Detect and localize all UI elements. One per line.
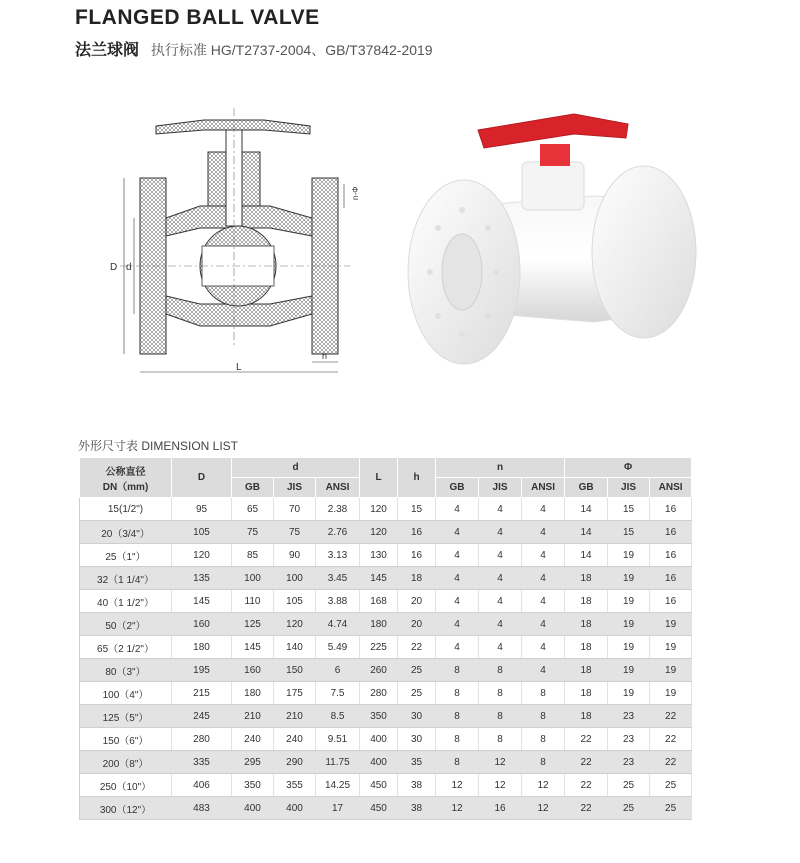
table-cell: 25 <box>608 774 650 797</box>
table-cell: 8.5 <box>316 705 360 728</box>
page-title: FLANGED BALL VALVE <box>75 6 320 29</box>
table-cell: 160 <box>232 659 274 682</box>
table-cell: 16 <box>650 544 692 567</box>
label-D: D <box>110 262 118 273</box>
stem-photo <box>522 162 584 210</box>
table-cell: 8 <box>522 705 565 728</box>
red-handle <box>478 114 628 148</box>
right-flange-photo <box>592 166 696 338</box>
table-cell: 4 <box>479 590 522 613</box>
table-cell: 8 <box>479 728 522 751</box>
table-cell: 4 <box>436 613 479 636</box>
table-cell: 15 <box>608 498 650 521</box>
table-row <box>80 567 692 590</box>
table-cell: 180 <box>172 636 232 659</box>
table-cell: 22 <box>650 728 692 751</box>
table-row <box>80 590 692 613</box>
table-cell: 19 <box>608 567 650 590</box>
standard-text: 执行标准 HG/T2737-2004、GB/T37842-2019 <box>150 42 433 58</box>
table-cell: 19 <box>650 636 692 659</box>
table-cell: 120 <box>360 521 398 544</box>
table-cell: 100（4"） <box>80 682 172 705</box>
label-h: h <box>322 351 328 361</box>
header-n: n <box>436 458 565 478</box>
table-cell: 140 <box>274 636 316 659</box>
header-phi-ansi: ANSI <box>650 478 692 498</box>
header-d-gb: GB <box>232 478 274 498</box>
table-cell: 400 <box>274 797 316 820</box>
table-cell: 4 <box>479 636 522 659</box>
table-row <box>80 613 692 636</box>
table-cell: 400 <box>232 797 274 820</box>
table-cell: 19 <box>608 544 650 567</box>
table-cell: 18 <box>565 567 608 590</box>
table-cell: 2.76 <box>316 521 360 544</box>
table-cell: 12 <box>522 774 565 797</box>
table-cell: 16 <box>650 521 692 544</box>
table-cell: 17 <box>316 797 360 820</box>
table-cell: 85 <box>232 544 274 567</box>
table-cell: 145 <box>360 567 398 590</box>
table-cell: 4 <box>522 521 565 544</box>
table-cell: 2.38 <box>316 498 360 521</box>
table-cell: 175 <box>274 682 316 705</box>
table-cell: 11.75 <box>316 751 360 774</box>
table-cell: 19 <box>608 613 650 636</box>
table-cell: 25 <box>608 797 650 820</box>
table-cell: 19 <box>608 659 650 682</box>
table-cell: 260 <box>360 659 398 682</box>
header-dn-en: DN（mm) <box>102 481 149 493</box>
table-cell: 20 <box>398 613 436 636</box>
dimension-list-caption: 外形尺寸表 DIMENSION LIST <box>78 439 239 453</box>
table-cell: 19 <box>650 682 692 705</box>
header-n-ansi: ANSI <box>522 478 565 498</box>
table-cell: 4 <box>522 590 565 613</box>
table-cell: 14 <box>565 498 608 521</box>
table-cell: 3.45 <box>316 567 360 590</box>
table-cell: 16 <box>650 567 692 590</box>
table-cell: 18 <box>398 567 436 590</box>
table-cell: 4 <box>436 590 479 613</box>
table-cell: 406 <box>172 774 232 797</box>
table-cell: 8 <box>479 682 522 705</box>
table-cell: 23 <box>608 728 650 751</box>
table-cell: 210 <box>274 705 316 728</box>
table-cell: 3.13 <box>316 544 360 567</box>
table-cell: 130 <box>360 544 398 567</box>
table-cell: 150 <box>274 659 316 682</box>
table-cell: 15(1/2") <box>80 498 172 521</box>
table-cell: 15 <box>398 498 436 521</box>
table-cell: 8 <box>436 728 479 751</box>
dimension-table <box>79 457 692 820</box>
table-cell: 400 <box>360 751 398 774</box>
table-cell: 135 <box>172 567 232 590</box>
table-cell: 245 <box>172 705 232 728</box>
table-cell: 25 <box>398 682 436 705</box>
table-cell: 350 <box>360 705 398 728</box>
table-cell: 14 <box>565 521 608 544</box>
table-cell: 4 <box>522 498 565 521</box>
table-cell: 23 <box>608 705 650 728</box>
table-cell: 19 <box>608 590 650 613</box>
table-cell: 4 <box>436 521 479 544</box>
header-phi: Φ <box>565 458 692 478</box>
table-cell: 8 <box>436 705 479 728</box>
table-cell: 110 <box>232 590 274 613</box>
table-cell: 18 <box>565 659 608 682</box>
table-cell: 38 <box>398 797 436 820</box>
table-cell: 4.74 <box>316 613 360 636</box>
table-cell: 4 <box>522 636 565 659</box>
table-cell: 18 <box>565 590 608 613</box>
table-cell: 7.5 <box>316 682 360 705</box>
table-cell: 95 <box>172 498 232 521</box>
table-cell: 240 <box>232 728 274 751</box>
table-cell: 12 <box>522 797 565 820</box>
table-cell: 9.51 <box>316 728 360 751</box>
table-cell: 450 <box>360 774 398 797</box>
table-row <box>80 682 692 705</box>
table-cell: 18 <box>565 705 608 728</box>
table-row <box>80 797 692 820</box>
table-cell: 19 <box>650 659 692 682</box>
table-cell: 200（8"） <box>80 751 172 774</box>
table-cell: 4 <box>479 613 522 636</box>
table-cell: 20（3/4"） <box>80 521 172 544</box>
table-cell: 105 <box>172 521 232 544</box>
table-cell: 8 <box>522 751 565 774</box>
table-cell: 30 <box>398 705 436 728</box>
header-n-jis: JIS <box>479 478 522 498</box>
table-cell: 70 <box>274 498 316 521</box>
table-cell: 4 <box>522 544 565 567</box>
table-cell: 210 <box>232 705 274 728</box>
table-cell: 12 <box>436 774 479 797</box>
table-cell: 35 <box>398 751 436 774</box>
table-cell: 8 <box>436 659 479 682</box>
dimension-table-body <box>80 498 692 820</box>
table-cell: 75 <box>274 521 316 544</box>
table-row <box>80 705 692 728</box>
table-cell: 4 <box>479 498 522 521</box>
table-cell: 120 <box>172 544 232 567</box>
table-cell: 90 <box>274 544 316 567</box>
header-d-ansi: ANSI <box>316 478 360 498</box>
header-D: D <box>172 458 232 498</box>
table-cell: 16 <box>398 521 436 544</box>
table-cell: 400 <box>360 728 398 751</box>
table-cell: 4 <box>522 567 565 590</box>
table-cell: 240 <box>274 728 316 751</box>
table-cell: 168 <box>360 590 398 613</box>
table-cell: 4 <box>479 521 522 544</box>
table-cell: 8 <box>436 682 479 705</box>
table-cell: 22 <box>398 636 436 659</box>
table-cell: 12 <box>436 797 479 820</box>
table-cell: 22 <box>565 751 608 774</box>
table-cell: 40（1 1/2"） <box>80 590 172 613</box>
table-cell: 250（10"） <box>80 774 172 797</box>
table-cell: 22 <box>565 797 608 820</box>
header-d-jis: JIS <box>274 478 316 498</box>
table-cell: 450 <box>360 797 398 820</box>
table-cell: 355 <box>274 774 316 797</box>
table-cell: 145 <box>172 590 232 613</box>
table-cell: 6 <box>316 659 360 682</box>
table-cell: 120 <box>360 498 398 521</box>
table-row <box>80 521 692 544</box>
table-cell: 350 <box>232 774 274 797</box>
table-cell: 225 <box>360 636 398 659</box>
subtitle <box>75 37 433 60</box>
table-cell: 180 <box>232 682 274 705</box>
table-cell: 22 <box>650 751 692 774</box>
table-cell: 30 <box>398 728 436 751</box>
table-row <box>80 774 692 797</box>
table-cell: 65（2 1/2"） <box>80 636 172 659</box>
table-cell: 295 <box>232 751 274 774</box>
table-cell: 8 <box>522 682 565 705</box>
header-dn-cn: 公称直径 <box>105 466 146 478</box>
table-cell: 335 <box>172 751 232 774</box>
table-cell: 25 <box>650 797 692 820</box>
table-cell: 16 <box>650 498 692 521</box>
table-cell: 80（3"） <box>80 659 172 682</box>
header-L: L <box>360 458 398 498</box>
table-cell: 23 <box>608 751 650 774</box>
table-cell: 18 <box>565 682 608 705</box>
table-cell: 22 <box>650 705 692 728</box>
table-cell: 100 <box>274 567 316 590</box>
label-phi: n-Φ <box>351 186 360 200</box>
header-d: d <box>232 458 360 478</box>
table-cell: 280 <box>360 682 398 705</box>
table-cell: 8 <box>479 659 522 682</box>
table-cell: 18 <box>565 613 608 636</box>
table-row <box>80 636 692 659</box>
table-cell: 16 <box>479 797 522 820</box>
table-cell: 38 <box>398 774 436 797</box>
table-cell: 150（6"） <box>80 728 172 751</box>
table-cell: 5.49 <box>316 636 360 659</box>
valve-product-image <box>404 104 700 372</box>
table-cell: 16 <box>398 544 436 567</box>
table-cell: 14 <box>565 544 608 567</box>
table-cell: 8 <box>436 751 479 774</box>
title-chinese: 法兰球阀 <box>75 42 140 59</box>
table-cell: 100 <box>232 567 274 590</box>
header-phi-gb: GB <box>565 478 608 498</box>
header-dn <box>80 458 172 498</box>
table-cell: 16 <box>650 590 692 613</box>
table-row <box>80 728 692 751</box>
header-phi-jis: JIS <box>608 478 650 498</box>
table-cell: 4 <box>479 544 522 567</box>
table-cell: 19 <box>608 636 650 659</box>
table-cell: 22 <box>565 728 608 751</box>
table-cell: 280 <box>172 728 232 751</box>
table-row <box>80 751 692 774</box>
table-cell: 4 <box>479 567 522 590</box>
table-cell: 19 <box>608 682 650 705</box>
table-cell: 25（1"） <box>80 544 172 567</box>
table-cell: 3.88 <box>316 590 360 613</box>
table-cell: 22 <box>565 774 608 797</box>
label-L: L <box>236 362 242 373</box>
table-cell: 105 <box>274 590 316 613</box>
table-cell: 32（1 1/4"） <box>80 567 172 590</box>
table-cell: 20 <box>398 590 436 613</box>
table-cell: 65 <box>232 498 274 521</box>
table-cell: 4 <box>522 613 565 636</box>
table-cell: 8 <box>522 728 565 751</box>
table-cell: 160 <box>172 613 232 636</box>
table-cell: 145 <box>232 636 274 659</box>
table-cell: 18 <box>565 636 608 659</box>
label-d: d <box>126 262 132 273</box>
table-cell: 120 <box>274 613 316 636</box>
table-cell: 290 <box>274 751 316 774</box>
table-cell: 25 <box>650 774 692 797</box>
table-cell: 14.25 <box>316 774 360 797</box>
header-h: h <box>398 458 436 498</box>
table-cell: 300（12"） <box>80 797 172 820</box>
table-cell: 215 <box>172 682 232 705</box>
table-cell: 15 <box>608 521 650 544</box>
table-row <box>80 659 692 682</box>
table-cell: 180 <box>360 613 398 636</box>
table-cell: 75 <box>232 521 274 544</box>
valve-section-drawing <box>100 108 362 378</box>
table-row <box>80 544 692 567</box>
table-cell: 483 <box>172 797 232 820</box>
table-cell: 12 <box>479 751 522 774</box>
table-cell: 19 <box>650 613 692 636</box>
table-cell: 195 <box>172 659 232 682</box>
table-cell: 25 <box>398 659 436 682</box>
table-cell: 4 <box>436 498 479 521</box>
table-cell: 4 <box>436 567 479 590</box>
header-n-gb: GB <box>436 478 479 498</box>
table-cell: 4 <box>436 636 479 659</box>
table-cell: 8 <box>479 705 522 728</box>
table-cell: 12 <box>479 774 522 797</box>
table-cell: 50（2"） <box>80 613 172 636</box>
table-row <box>80 498 692 521</box>
table-cell: 125 <box>232 613 274 636</box>
table-cell: 125（5"） <box>80 705 172 728</box>
table-cell: 4 <box>522 659 565 682</box>
table-cell: 4 <box>436 544 479 567</box>
